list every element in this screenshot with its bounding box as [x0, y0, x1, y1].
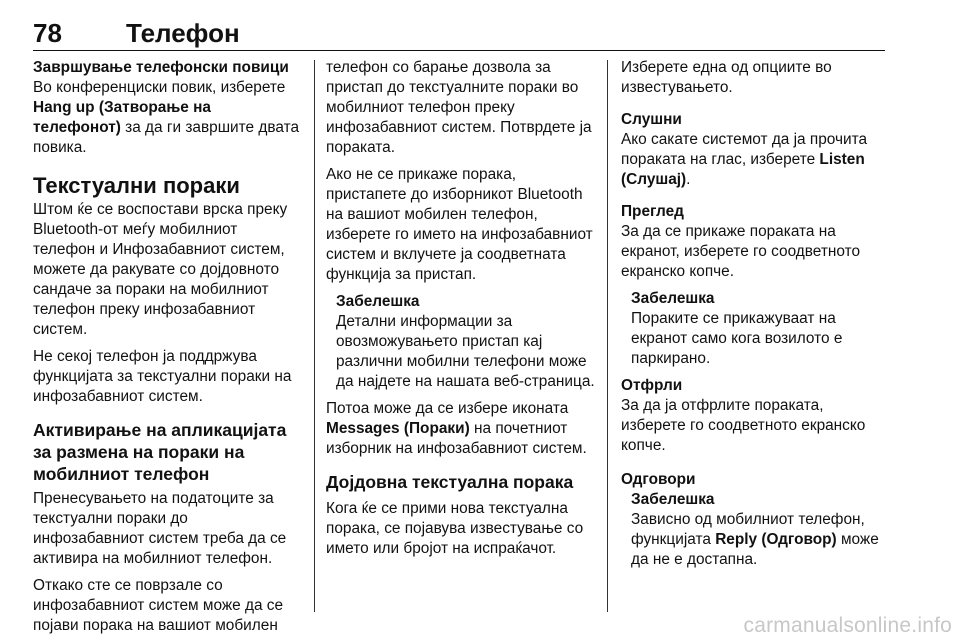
paragraph: телефон со барање дозвола за пристап до текстуалните пораки во мобилниот телефон преку инфозабавниот систем. Потврдете ја пораката.	[326, 59, 592, 156]
note-label: Забелешка	[631, 290, 715, 307]
paragraph: Не секој телефон ја поддржува функцијата за текстуални пораки на инфозабавниот систем.	[33, 348, 292, 405]
column-2	[326, 58, 598, 566]
section-heading: Текстуални пораки	[33, 173, 240, 198]
column-1	[33, 58, 301, 643]
paragraph: Кога ќе се прими нова текстуална порака, се појавува известување со името или бројот на испраќачот.	[326, 500, 584, 557]
subsection-heading: Дојдовна текстуална порака	[326, 472, 574, 492]
note-label: Забелешка	[631, 491, 715, 508]
paragraph: За да се прикаже пораката на екранот, изберете го соодветното екранско копче.	[621, 223, 861, 280]
page-title: Телефон	[126, 18, 240, 48]
option-heading: Слушни	[621, 111, 682, 128]
text: за да ги завршите двата повика.	[33, 119, 299, 156]
column-divider	[607, 60, 608, 612]
text: Потоа може да се избере иконата	[326, 400, 569, 417]
text: Во конференциски повик, изберете	[33, 79, 286, 96]
note-box	[621, 490, 885, 570]
note-text: Пораките се прикажуваат на екранот само кога возилото е паркирано.	[631, 310, 843, 367]
ui-term: Messages (Пораки)	[326, 420, 470, 437]
paragraph: Пренесувањето на податоците за текстуални пораки до инфозабавниот систем треба да се активира на мобилниот телефон.	[33, 490, 287, 567]
paragraph: Изберете една од опциите во известувањето.	[621, 59, 832, 96]
section-heading: Завршување телефонски повици	[33, 59, 289, 76]
watermark: carmanualsonline.info	[743, 614, 952, 637]
subsection-heading: Активирање на апликацијата за размена на пораки на мобилниот телефон	[33, 420, 287, 484]
note-text: Зависно од мобилниот телефон, функцијата	[631, 511, 865, 548]
note-text: Детални информации за овозможувањето пристап кај различни мобилни телефони може да најдете на нашата веб-страница.	[336, 313, 595, 390]
paragraph	[326, 399, 598, 459]
paragraph	[33, 78, 301, 158]
page-number: 78	[33, 18, 62, 48]
ui-term: Reply (Одговор)	[715, 531, 837, 548]
ui-term: Listen (Слушај)	[621, 151, 865, 188]
paragraph	[621, 130, 885, 190]
paragraph: За да ја отфрлите пораката, изберете го соодветното екранско копче.	[621, 397, 866, 454]
option-heading: Преглед	[621, 203, 684, 220]
ui-term: Hang up (Затворање на телефонот)	[33, 99, 211, 136]
text: Ако сакате системот да ја прочита пораката на глас, изберете	[621, 131, 868, 168]
note-box	[621, 289, 885, 369]
paragraph: Ако не се прикаже порака, пристапете до изборникот Bluetooth на вашиот мобилен телефон, изберете го името на инфозабавниот систем и вклучете ја соодветната функција за пристап.	[326, 166, 593, 283]
note-label: Забелешка	[336, 293, 420, 310]
paragraph: Откако сте се поврзале со инфозабавниот систем може да се појави порака на вашиот мобилен	[33, 577, 284, 634]
note-text: може да не е достапна.	[631, 531, 879, 568]
text: .	[686, 171, 691, 188]
option-heading: Отфрли	[621, 377, 683, 394]
note-box	[326, 292, 598, 392]
paragraph: Штом ќе се воспостави врска преку Bluetooth-от меѓу мобилниот телефон и Инфозабавниот систем, можете да ракувате со дојдовното сандаче за пораки на мобилниот телефон преку инфозабавниот систем.	[33, 201, 288, 338]
page-header	[33, 14, 885, 51]
column-3	[621, 58, 885, 577]
column-divider	[314, 60, 315, 612]
text: на почетниот изборник на инфозабавниот систем.	[326, 420, 587, 457]
option-heading: Одговори	[621, 471, 696, 488]
